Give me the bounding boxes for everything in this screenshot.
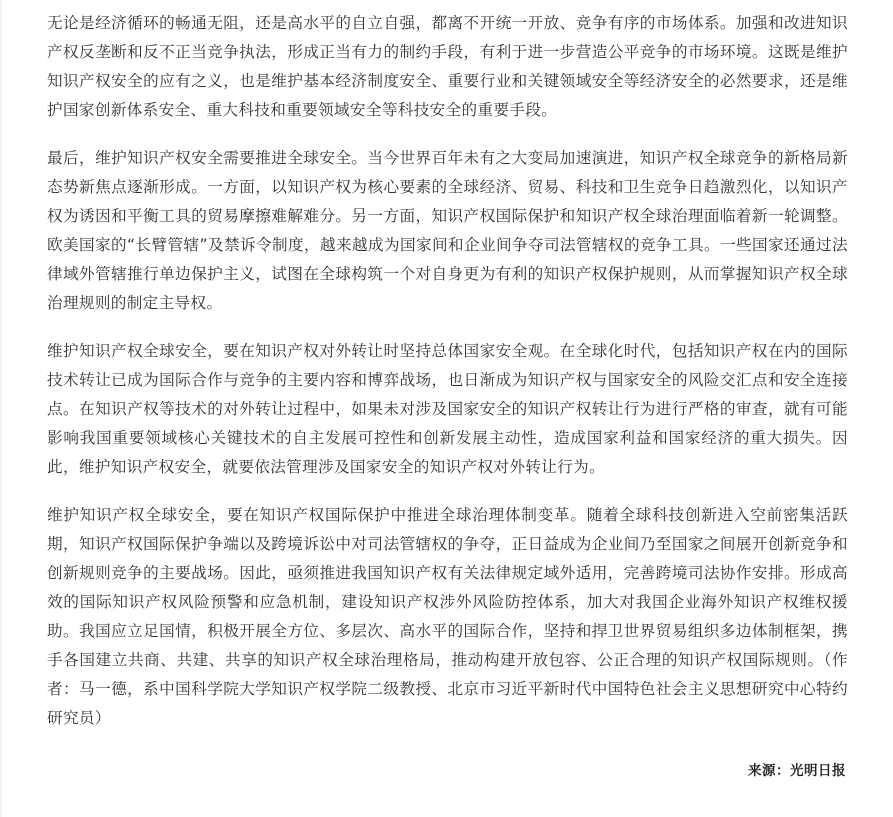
article-paragraph: 最后，维护知识产权安全需要推进全球安全。当今世界百年未有之大变局加速演进，知识产权全球竞争的新格局新态势新焦点逐渐形成。一方面，以知识产权为核心要素的全球经济、贸易、科技和卫生竞争日趋激烈化，以知识产权为诱因和平衡工具的贸易摩擦难解难分。另一方面，知识产权国际保护和知识产权全球治理面临着新一轮调整。欧美国家的“长臂管辖”及禁诉令制度，越来越成为国家间和企业间争夺司法管辖权的竞争工具。一些国家还通过法律域外管辖推行单边保护主义，试图在全球构筑一个对自身更为有利的知识产权保护规则，从而掌握知识产权全球治理规则的制定主导权。	[47, 149, 848, 312]
article-paragraph: 维护知识产权全球安全，要在知识产权对外转让时坚持总体国家安全观。在全球化时代，包括知识产权在内的国际技术转让已成为国际合作与竞争的主要内容和博弈战场，也日渐成为知识产权与国家安全的风险交汇点和安全连接点。在知识产权等技术的对外转让过程中，如果未对涉及国家安全的知识产权转让行为进行严格的审查，就有可能影响我国重要领域核心关键技术的自主发展可控性和创新发展主动性，造成国家利益和国家经济的重大损失。因此，维护知识产权安全，就要依法管理涉及国家安全的知识产权对外转让行为。	[47, 342, 848, 476]
article-source: 来源：光明日报	[748, 763, 846, 779]
article-paragraph: 无论是经济循环的畅通无阻，还是高水平的自立自强，都离不开统一开放、竞争有序的市场体系。加强和改进知识产权反垄断和反不正当竞争执法，形成正当有力的制约手段，有利于进一步营造公平竞争的市场环境。这既是维护知识产权安全的应有之义，也是维护基本经济制度安全、重要行业和关键领域安全等经济安全的必然要求，还是维护国家创新体系安全、重大科技和重要领域安全等科技安全的重要手段。	[47, 14, 848, 119]
article-paragraph: 维护知识产权全球安全，要在知识产权国际保护中推进全球治理体制变革。随着全球科技创新进入空前密集活跃期，知识产权国际保护争端以及跨境诉讼中对司法管辖权的争夺，正日益成为企业间乃至国家之间展开创新竞争和创新规则竞争的主要战场。因此，亟须推进我国知识产权有关法律规定域外适用，完善跨境司法协作安排。形成高效的国际知识产权风险预警和应急机制，建设知识产权涉外风险防控体系，加大对我国企业海外知识产权维权援助。我国应立足国情，积极开展全方位、多层次、高水平的国际合作，坚持和捍卫世界贸易组织多边体制框架，携手各国建立共商、共建、共享的知识产权全球治理格局，推动构建开放包容、公正合理的知识产权国际规则。（作者：马一德，系中国科学院大学知识产权学院二级教授、北京市习近平新时代中国特色社会主义思想研究中心特约研究员）	[47, 506, 848, 727]
